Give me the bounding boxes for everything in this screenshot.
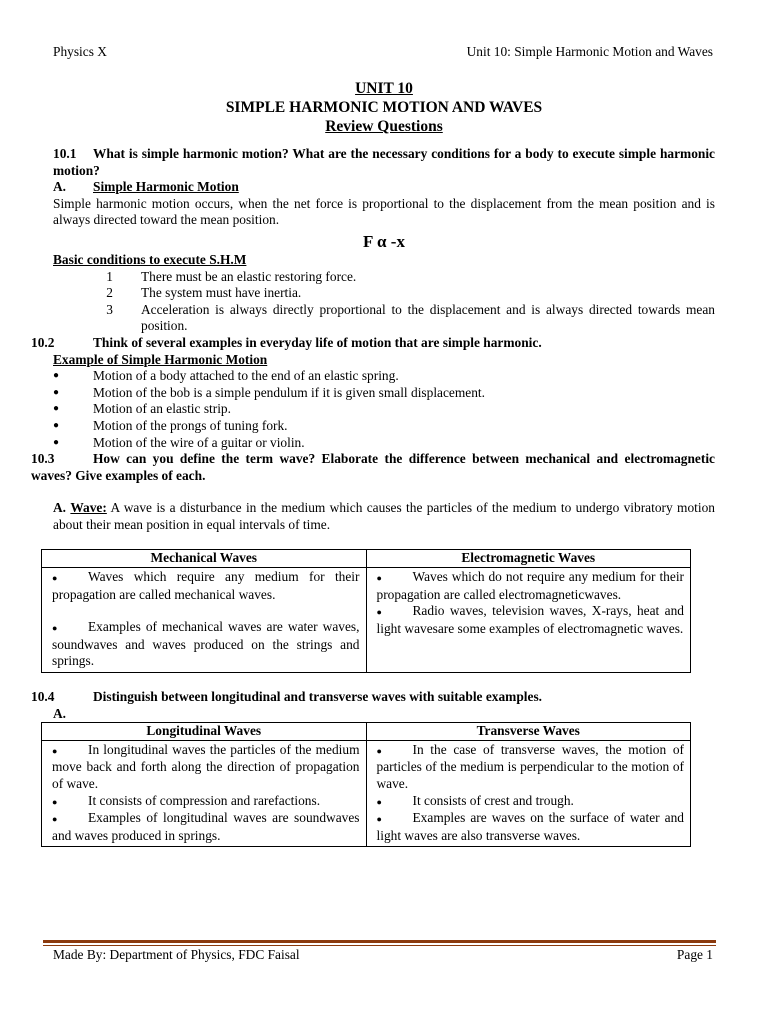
cell-text: Examples are waves on the surface of water and light waves are also transverse waves.	[376, 810, 684, 843]
footer-rule	[43, 940, 716, 946]
question-10-2	[31, 335, 715, 352]
sub-title: Review Questions	[325, 118, 443, 135]
wave-definition	[53, 500, 715, 533]
cell-point	[377, 603, 685, 637]
table-row	[42, 740, 691, 847]
answer-prefix: A.	[53, 705, 67, 721]
spacer	[52, 603, 360, 619]
list-item	[53, 435, 715, 452]
list-item	[53, 401, 715, 418]
table-header-row	[42, 550, 691, 568]
list-item	[53, 368, 715, 385]
item-text: The system must have inertia.	[141, 285, 302, 301]
formula: F α -x	[363, 231, 405, 251]
bullet-icon: ●	[376, 607, 382, 618]
footer-credit: Made By: Department of Physics, FDC Faisal	[53, 947, 300, 962]
cell-point	[377, 569, 685, 603]
answer-text: A wave is a disturbance in the medium which causes the particles of the medium to undergo vibratory motion about their mean position in equal intervals of time.	[53, 500, 715, 532]
table-cell	[366, 568, 691, 673]
item-text: Motion of an elastic strip.	[93, 401, 231, 417]
item-number: 3	[106, 301, 113, 317]
cell-point	[377, 810, 685, 844]
item-number: 2	[106, 285, 113, 301]
main-title: SIMPLE HARMONIC MOTION AND WAVES	[225, 99, 543, 116]
column-header: Electromagnetic Waves	[366, 550, 691, 568]
column-header: Mechanical Waves	[42, 550, 367, 568]
table-header-row	[42, 723, 691, 741]
cell-text: It consists of crest and trough.	[412, 792, 574, 808]
cell-text: In the case of transverse waves, the motion of particles of the medium is perpendicular to the motion of wave.	[376, 741, 684, 791]
footer-rule-thick	[43, 940, 716, 943]
item-text: Acceleration is always directly proportional to the displacement and is always directed towards mean position.	[141, 301, 715, 334]
bullet-icon: ●	[376, 796, 382, 807]
cell-text: Examples of mechanical waves are water waves, soundwaves and waves produced on the strings and springs.	[52, 619, 360, 669]
bullet-icon: ●	[52, 814, 58, 825]
question-number: 10.4	[31, 689, 55, 705]
answer-prefix: A.	[53, 500, 67, 516]
bullet-icon: ●	[53, 386, 60, 398]
item-number: 1	[106, 268, 113, 284]
question-text: What is simple harmonic motion? What are the necessary conditions for a body to execute simple harmonic motion?	[53, 146, 715, 178]
question-number: 10.2	[31, 334, 55, 350]
cell-point	[52, 619, 360, 670]
bullet-icon: ●	[53, 403, 60, 415]
mechanical-vs-electromagnetic-table	[41, 549, 691, 673]
question-number: 10.3	[31, 451, 55, 467]
bullet-icon: ●	[376, 573, 382, 584]
question-10-4	[31, 689, 715, 706]
spacer	[53, 484, 715, 500]
cell-text: Waves which require any medium for their propagation are called mechanical waves.	[52, 569, 360, 602]
content	[31, 146, 715, 847]
title-block	[0, 79, 768, 136]
cell-point	[52, 810, 360, 844]
answer-heading	[53, 706, 715, 723]
shm-definition: Simple harmonic motion occurs, when the net force is proportional to the displacement from the mean position and is always directed toward the mean position.	[53, 195, 715, 228]
cell-text: Radio waves, television waves, X-rays, heat and light wavesare some examples of electromagnetic waves.	[376, 603, 684, 636]
question-text: How can you define the term wave? Elaborate the difference between mechanical and electromagnetic waves? Give examples of each.	[31, 451, 715, 483]
cell-point	[377, 793, 685, 811]
bullet-icon: ●	[53, 419, 60, 431]
conditions-heading: Basic conditions to execute S.H.M	[53, 251, 247, 267]
page-number: Page 1	[676, 947, 713, 962]
unit-title: UNIT 10	[355, 80, 413, 97]
item-text: There must be an elastic restoring force.	[141, 268, 357, 284]
table-cell	[42, 740, 367, 847]
cell-text: Examples of longitudinal waves are soundwaves and waves produced in springs.	[52, 810, 360, 843]
bullet-icon: ●	[53, 436, 60, 448]
answer-title: Wave:	[70, 500, 107, 516]
bullet-icon: ●	[376, 745, 382, 756]
examples-heading: Example of Simple Harmonic Motion	[53, 351, 268, 367]
conditions-list	[53, 269, 715, 335]
cell-point	[52, 569, 360, 603]
longitudinal-vs-transverse-table	[41, 722, 691, 847]
list-item	[53, 385, 715, 402]
question-text: Think of several examples in everyday life of motion that are simple harmonic.	[93, 334, 542, 350]
cell-point	[377, 742, 685, 793]
bullet-icon: ●	[52, 573, 58, 584]
cell-text: It consists of compression and rarefactions.	[88, 792, 321, 808]
item-text: Motion of a body attached to the end of an elastic spring.	[93, 368, 399, 384]
examples-list	[53, 368, 715, 451]
table-row	[42, 568, 691, 673]
header-course: Physics X	[53, 44, 107, 59]
cell-point	[52, 793, 360, 811]
list-item	[53, 418, 715, 435]
list-item	[53, 285, 715, 302]
item-text: Motion of the wire of a guitar or violin.	[93, 434, 305, 450]
bullet-icon: ●	[52, 745, 58, 756]
cell-text: In longitudinal waves the particles of the medium move back and forth along the direction of propagation of wave.	[52, 741, 360, 791]
spacer	[53, 533, 715, 549]
column-header: Longitudinal Waves	[42, 723, 367, 741]
table-cell	[42, 568, 367, 673]
cell-text: Waves which do not require any medium for their propagation are called electromagneticwaves.	[376, 569, 684, 602]
bullet-icon: ●	[52, 623, 58, 634]
list-item	[53, 302, 715, 335]
question-10-1	[53, 146, 715, 179]
spacer	[53, 673, 715, 689]
column-header: Transverse Waves	[366, 723, 691, 741]
table-cell	[366, 740, 691, 847]
question-10-3	[31, 451, 715, 484]
cell-point	[52, 742, 360, 793]
question-number: 10.1	[53, 146, 77, 161]
answer-title: Simple Harmonic Motion	[93, 179, 239, 195]
item-text: Motion of the bob is a simple pendulum if it is given small displacement.	[93, 384, 485, 400]
item-text: Motion of the prongs of tuning fork.	[93, 417, 288, 433]
answer-prefix: A.	[53, 179, 67, 195]
bullet-icon: ●	[52, 796, 58, 807]
answer-heading	[53, 179, 715, 196]
header-unit: Unit 10: Simple Harmonic Motion and Waves	[466, 44, 713, 59]
question-text: Distinguish between longitudinal and transverse waves with suitable examples.	[93, 689, 542, 705]
footer-rule-thin	[43, 945, 716, 946]
bullet-icon: ●	[53, 370, 60, 382]
list-item	[53, 269, 715, 286]
bullet-icon: ●	[376, 814, 382, 825]
